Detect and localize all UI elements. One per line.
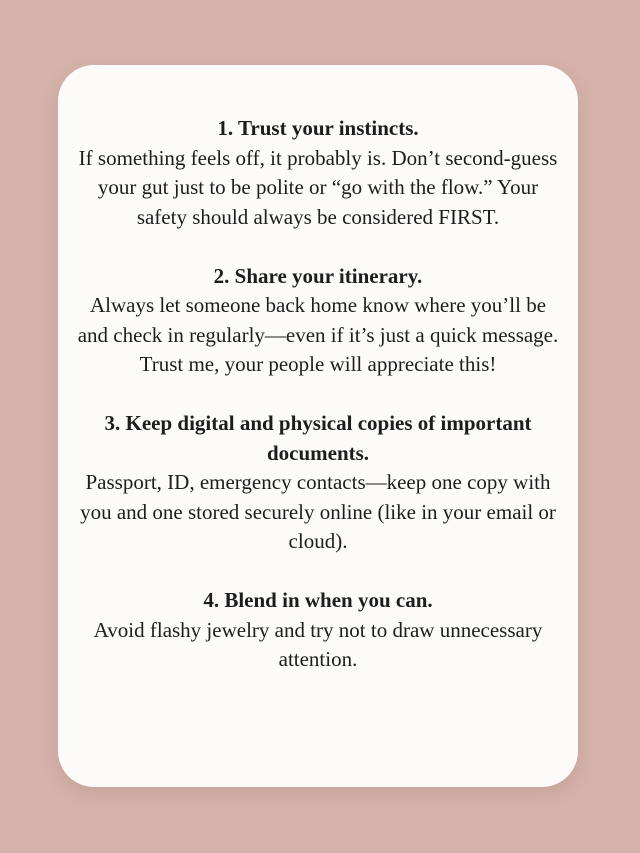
tip-heading: 1. Trust your instincts.: [217, 116, 419, 140]
tips-card: [58, 65, 578, 787]
tip-body: If something feels off, it probably is. Don’t second-guess your gut just to be polite or “go with the flow.” Your safety should always be considered FIRST.: [78, 145, 558, 229]
tip-heading: 2. Share your itinerary.: [213, 263, 423, 288]
tip-section-2: [74, 262, 562, 380]
tip-body: Avoid flashy jewelry and try not to draw unnecessary attention.: [93, 617, 543, 671]
tip-body: Always let someone back home know where you’ll be and check in regularly—even if it’s just a quick message. Trust me, your people will appreciate this!: [77, 293, 559, 376]
tip-section-1: [74, 114, 562, 232]
tip-section-4: [74, 586, 562, 675]
tip-section-3: [74, 409, 562, 557]
tip-heading: 3. Keep digital and physical copies of important documents.: [104, 411, 532, 465]
tip-heading: 4. Blend in when you can.: [203, 588, 433, 612]
tip-body: Passport, ID, emergency contacts—keep one copy with you and one stored securely online (like in your email or cloud).: [80, 470, 556, 553]
